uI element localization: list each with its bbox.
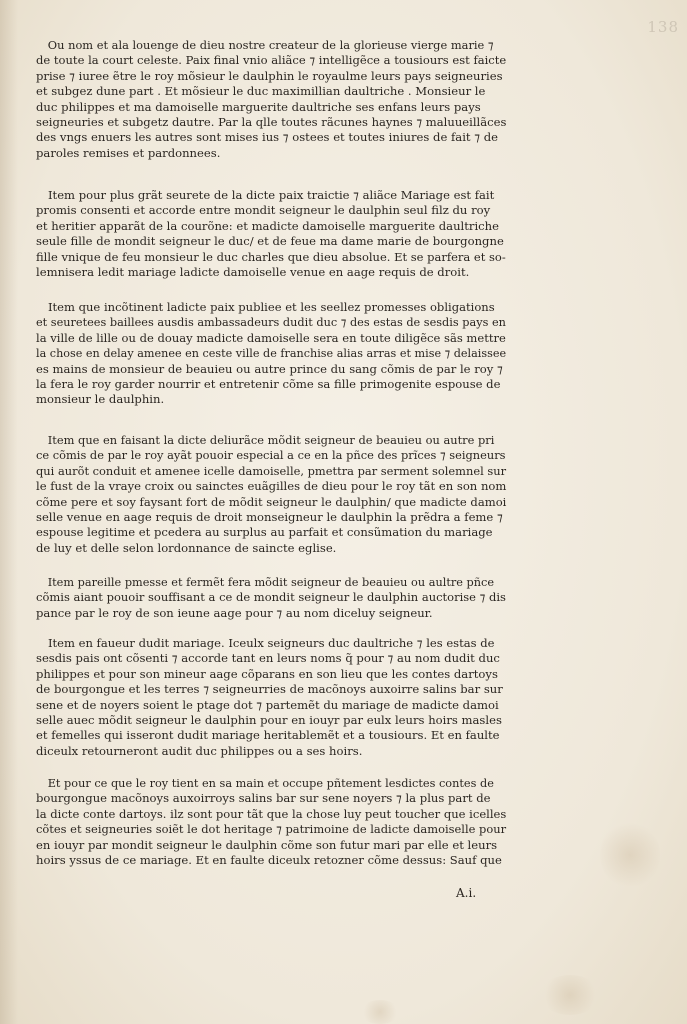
- text-line: ce cõmis de par le roy ayãt pouoir especial a ce en la pñce des prĩces ⁊ seigneurs: [36, 448, 506, 463]
- text-line: selle venue en aage requis de droit monseigneur le daulphin la prẽdra a feme ⁊: [36, 510, 503, 525]
- text-line: seule fille de mondit seigneur le duc/ et de feue ma dame marie de bourgongne: [36, 234, 504, 249]
- text-line: et subgez dune part . Et mõsieur le duc maximillian daultriche . Monsieur le: [36, 84, 486, 99]
- text-line: es mains de monsieur de beauieu ou autre prince du sang cõmis de par le roy ⁊: [36, 361, 503, 376]
- text-line: de bourgongue et les terres ⁊ seigneurries de macõnoys auxoirre salins bar sur: [36, 682, 503, 697]
- paper-stain: [600, 820, 660, 890]
- text-line: seigneuries et subgetz dautre. Par la qlle toutes rãcunes haynes ⁊ maluueillãces: [36, 115, 507, 130]
- paper-stain: [540, 975, 600, 1015]
- text-line: prise ⁊ iuree ẽtre le roy mõsieur le daulphin le royaulme leurs pays seigneuries: [36, 68, 503, 83]
- text-line: qui aurõt conduit et amenee icelle damoiselle, pmettra par serment solemnel sur: [36, 463, 507, 478]
- paragraph: [36, 776, 506, 868]
- text-line: et seuretees baillees ausdis ambassadeurs dudit duc ⁊ des estas de sesdis pays en: [36, 315, 506, 330]
- text-line: Item pour plus grãt seurete de la dicte paix traictie ⁊ aliãce Mariage est fait: [47, 188, 495, 202]
- text-line: selle auec mõdit seigneur le daulphin pour en iouyr par eulx leurs hoirs masles: [36, 713, 502, 728]
- folio-number: 138: [647, 18, 679, 36]
- text-line: Item que incõtinent ladicte paix publiee et les seellez promesses obligations: [47, 300, 495, 314]
- text-line: duc philippes et ma damoiselle marguerite daultriche ses enfans leurs pays: [36, 99, 481, 114]
- text-line: la fera le roy garder nourrir et entretenir cõme sa fille primogenite espouse de: [36, 377, 501, 392]
- text-line: Item pareille pmesse et fermẽt fera mõdit seigneur de beauieu ou aultre pñce: [47, 575, 495, 589]
- text-line: bourgongue macõnoys auxoirroys salins bar sur sene noyers ⁊ la plus part de: [36, 791, 491, 806]
- text-line: la dicte conte dartoys. ilz sont pour tãt que la chose luy peut toucher que icelles: [36, 806, 507, 821]
- text-line: la chose en delay amenee en ceste ville de franchise alias arras et mise ⁊ delaissee: [36, 346, 507, 361]
- paragraph: [36, 188, 506, 280]
- text-line: espouse legitime et pcedera au surplus au parfait et consũmation du mariage: [36, 525, 493, 540]
- paragraph: [36, 433, 506, 556]
- paper-stain: [360, 1000, 400, 1024]
- text-line: hoirs yssus de ce mariage. Et en faulte diceulx retozner cõme dessus: Sauf que: [36, 853, 502, 868]
- text-line: Item en faueur dudit mariage. Iceulx seigneurs duc daultriche ⁊ les estas de: [47, 636, 495, 650]
- text-line: Et pour ce que le roy tient en sa main et occupe pñtement lesdictes contes de: [47, 776, 494, 790]
- text-line: et heritier apparãt de la courõne: et madicte damoiselle marguerite daultriche: [36, 218, 499, 233]
- signature-mark: A.i.: [456, 886, 477, 900]
- gutter-shadow: [0, 0, 18, 1024]
- text-line: promis consenti et accorde entre mondit seigneur le daulphin seul filz du roy: [36, 203, 491, 218]
- text-line: diceulx retourneront audit duc philippes ou a ses hoirs.: [36, 743, 363, 758]
- text-line: pance par le roy de son ieune aage pour ⁊ au nom diceluy seigneur.: [36, 605, 433, 620]
- text-line: sesdis pais ont cõsenti ⁊ accorde tant en leurs noms q̃ pour ⁊ au nom dudit duc: [36, 651, 500, 666]
- text-line: en iouyr par mondit seigneur le daulphin cõme son futur mari par elle et leurs: [36, 837, 498, 852]
- text-line: des vngs enuers les autres sont mises ius ⁊ ostees et toutes iniures de fait ⁊ de: [36, 130, 499, 145]
- paragraph: [36, 38, 506, 161]
- text-line: paroles remises et pardonnees.: [36, 145, 221, 160]
- text-line: philippes et pour son mineur aage cõparans en son lieu que les contes dartoys: [36, 666, 498, 681]
- text-line: cõmis aiant pouoir souffisant a ce de mondit seigneur le daulphin auctorise ⁊ dis: [36, 590, 506, 605]
- text-line: Item que en faisant la dicte deliurãce mõdit seigneur de beauieu ou autre pri: [47, 433, 495, 447]
- text-line: Ou nom et ala louenge de dieu nostre createur de la glorieuse vierge marie ⁊: [47, 38, 494, 52]
- text-line: cõme pere et soy faysant fort de mõdit seigneur le daulphin/ que madicte damoi: [36, 494, 507, 509]
- text-line: et femelles qui isseront dudit mariage heritablemẽt et a tousiours. Et en faulte: [36, 728, 500, 743]
- text-line: la ville de lille ou de douay madicte damoiselle sera en toute diligẽce sãs mettre: [36, 330, 506, 345]
- text-line: de luy et delle selon lordonnance de saincte eglise.: [36, 540, 337, 555]
- paragraph: [36, 636, 506, 759]
- text-line: sene et de noyers soient le ptage dot ⁊ partemẽt du mariage de madicte damoi: [36, 697, 499, 712]
- text-line: monsieur le daulphin.: [36, 392, 165, 407]
- text-line: lemnisera ledit mariage ladicte damoiselle venue en aage requis de droit.: [36, 265, 470, 280]
- paragraph: [36, 300, 506, 408]
- paragraph: [36, 575, 506, 621]
- text-line: cõtes et seigneuries soiẽt le dot heritage ⁊ patrimoine de ladicte damoiselle pour: [36, 822, 507, 837]
- text-line: de toute la court celeste. Paix final vnio aliãce ⁊ intelligẽce a tousiours est faicte: [36, 53, 507, 68]
- text-line: fille vnique de feu monsieur le duc charles que dieu absolue. Et se parfera et so-: [36, 249, 506, 264]
- text-line: le fust de la vraye croix ou sainctes euãgilles de dieu pour le roy tãt en son nom: [36, 479, 507, 494]
